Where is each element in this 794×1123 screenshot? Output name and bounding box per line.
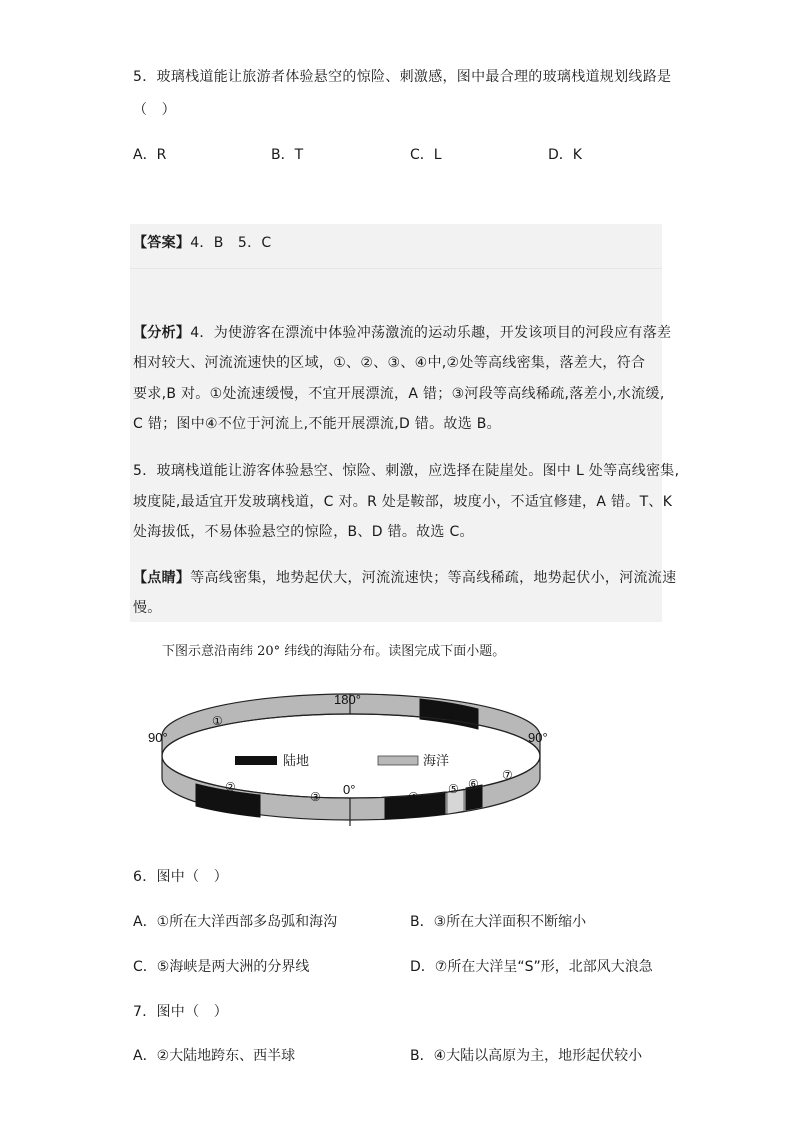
note-line2: 慢。 [133,600,162,616]
analysis-p2-line1: 5．玻璃栈道能让游客体验悬空、惊险、刺激，应选择在陡崖处。图中 L 处等高线密集, [133,463,680,479]
analysis-p1-line4: C 错；图中④不位于河流上,不能开展漂流,D 错。故选 B。 [133,416,501,432]
q7-stem: 7．图中（ ） [133,1004,229,1020]
q5-option-d: D．K [548,147,582,163]
marker-6: ⑥ [468,777,479,791]
lon-label-90-left: 90° [148,730,168,745]
legend-land-swatch [235,756,277,765]
marker-7: ⑦ [502,768,513,782]
analysis-tag: 【分析】 [133,325,191,341]
q6-option-b: B．③所在大洋面积不断缩小 [410,914,587,930]
q6-option-a: A．①所在大洋西部多岛弧和海沟 [133,914,338,930]
lon-label-180: 180° [334,692,361,707]
legend-ocean-label: 海洋 [423,753,450,768]
legend-ocean-swatch [378,756,418,765]
lon-label-90-right: 90° [528,730,548,745]
panel-divider [130,268,662,269]
legend-land-label: 陆地 [283,753,310,768]
note-text-line1: 等高线密集，地势起伏大，河流流速快；等高线稀疏，地势起伏小，河流流速 [190,570,677,586]
q6-option-c: C．⑤海峡是两大洲的分界线 [133,959,310,975]
marker-5: ⑤ [448,782,459,796]
marker-8: ⑧ [445,710,456,724]
analysis-p2-line2: 坡度陡,最适宜开发玻璃栈道，C 对。R 处是鞍部，坡度小，不适宜修建，A 错。T、K [133,494,673,510]
analysis-p1-line2: 相对较大、河流流速快的区域，①、②、③、④中,②处等高线密集，落差大，符合 [133,355,646,371]
analysis-p2-line3: 处海拔低，不易体验悬空的惊险，B、D 错。故选 C。 [133,524,474,540]
note-tag: 【点睛】 [133,570,191,586]
note-line1 [133,567,676,587]
q5-option-a: A．R [133,147,167,163]
q5-stem-line1: 5．玻璃栈道能让旅游者体验悬空的惊险、刺激感，图中最合理的玻璃栈道规划线路是 [133,69,672,85]
q7-option-a: A．②大陆地跨东、西半球 [133,1048,296,1064]
answer-tag: 【答案】 [133,235,191,251]
q7-option-b: B．④大陆以高原为主，地形起伏较小 [410,1048,643,1064]
q6-stem: 6．图中（ ） [133,869,229,885]
lon-label-0: 0° [343,782,356,797]
analysis-p1-line1: 4．为使游客在漂流中体验冲荡激流的运动乐趣，开发该项目的河段应有落差 [190,325,672,341]
q6-option-d: D．⑦所在大洋呈“S”形，北部风大浪急 [410,959,653,975]
marker-3: ③ [310,790,321,804]
marker-1: ① [212,714,223,728]
figure-caption: 下图示意沿南纬 20° 纬线的海陆分布。读图完成下面小题。 [162,644,506,659]
analysis-p1-line3: 要求,B 对。①处流速缓慢，不宜开展漂流，A 错；③河段等高线稀疏,落差小,水流缓, [133,386,665,402]
sea-land-ring-diagram [140,686,570,836]
q5-option-c: C．L [410,147,442,163]
q5-stem-line2: （ ） [133,102,176,118]
marker-2: ② [225,780,236,794]
q5-option-b: B．T [271,147,304,163]
marker-4: ④ [408,790,419,804]
answer-line [133,232,272,252]
analysis-line1 [133,322,671,342]
answer-text: 4．B 5．C [190,235,272,251]
